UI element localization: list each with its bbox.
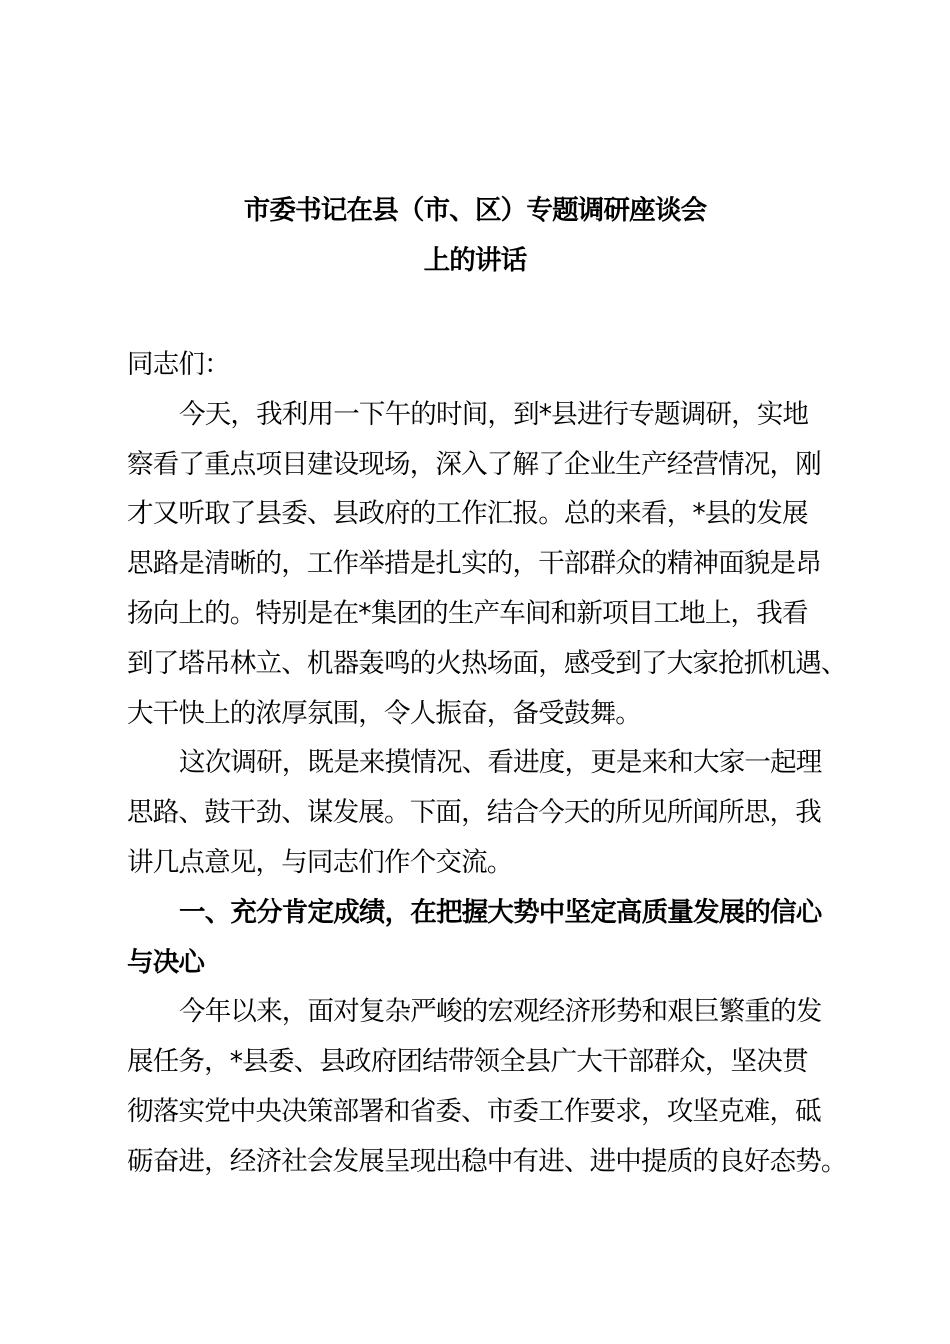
heading-line: 与决心: [127, 946, 205, 978]
paragraph-line: 今年以来，面对复杂严峻的宏观经济形势和艰巨繁重的发: [179, 996, 822, 1028]
document-title: [110, 186, 840, 286]
heading-line: 一、充分肯定成绩，在把握大势中坚定高质量发展的信心: [179, 896, 822, 928]
paragraph-line: 展任务，*县委、县政府团结带领全县广大干部群众，坚决贯: [127, 1046, 808, 1078]
title-line: 上的讲话: [423, 244, 527, 276]
paragraph-line: 才又听取了县委、县政府的工作汇报。总的来看，*县的发展: [127, 498, 808, 530]
section-heading-1: [127, 888, 827, 988]
paragraph-line: 大干快上的浓厚氛围，令人振奋，备受鼓舞。: [127, 697, 641, 729]
paragraph-opening: [127, 390, 847, 739]
paragraph-line: 砺奋进，经济社会发展呈现出稳中有进、进中提质的良好态势。: [127, 1145, 847, 1177]
paragraph-line: 察看了重点项目建设现场，深入了解了企业生产经营情况，刚: [127, 448, 821, 480]
paragraph-line: 讲几点意见，与同志们作个交流。: [127, 846, 513, 878]
document-body: [127, 340, 847, 1187]
salutation: 同志们：: [127, 349, 230, 380]
paragraph-line: 扬向上的。特别是在*集团的生产车间和新项目工地上，我看: [127, 597, 808, 629]
paragraph-line: 思路是清晰的，工作举措是扎实的，干部群众的精神面貌是昂: [127, 548, 821, 580]
paragraph-line: 彻落实党中央决策部署和省委、市委工作要求，攻坚克难，砥: [127, 1095, 821, 1127]
paragraph-line: 到了塔吊林立、机器轰鸣的火热场面，感受到了大家抢抓机遇、: [127, 647, 847, 679]
title-line: 市委书记在县（市、区）专题调研座谈会: [243, 195, 707, 226]
paragraph-line: 这次调研，既是来摸情况、看进度，更是来和大家一起理: [179, 747, 822, 779]
paragraph-line: 思路、鼓干劲、谋发展。下面，结合今天的所见所闻所思，我: [127, 797, 821, 829]
paragraph-achievements: [127, 987, 847, 1186]
paragraph-line: 今天，我利用一下午的时间，到*县进行专题调研，实地: [179, 398, 809, 430]
paragraph-purpose: [127, 738, 827, 887]
